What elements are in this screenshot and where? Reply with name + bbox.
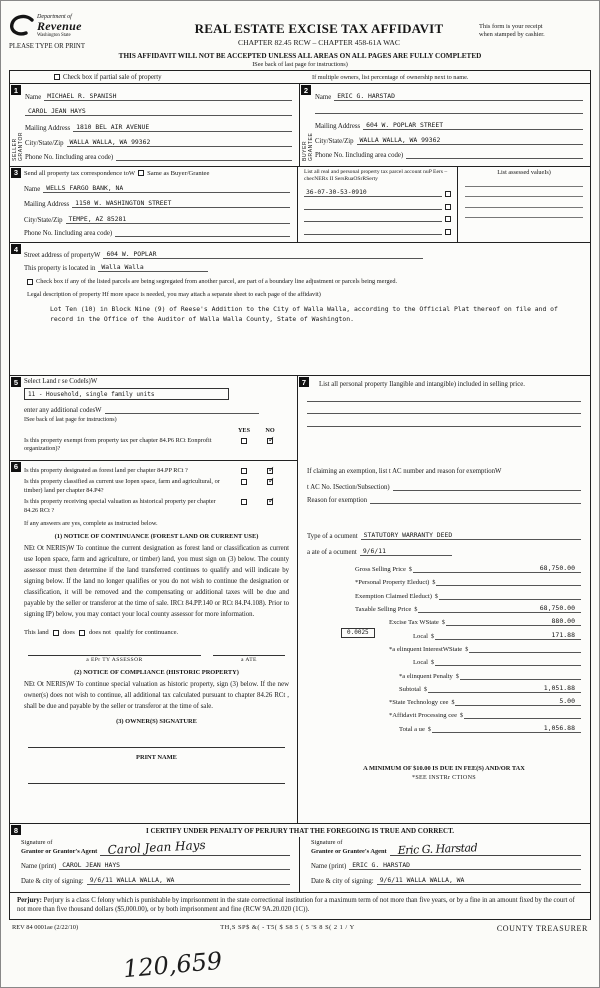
notice-continuance-title: (1) NOTICE OF CONTINUANCE (FOREST LAND OR CURRENT USE) — [54, 533, 259, 541]
check-icon: ✓ — [268, 434, 275, 444]
grantor-vertical-word: GRANTOR — [17, 131, 24, 161]
check-icon: ✓ — [268, 464, 275, 474]
buyer-name-input[interactable]: ERIC G. HARSTAD — [334, 92, 583, 101]
exempt-question-label: Is this property exempt from property tax per chapter 84.P6 RCt Eonprofit organization)? — [24, 436, 212, 453]
section-6 — [10, 461, 297, 823]
amount-value — [575, 671, 581, 679]
amount-value — [575, 710, 581, 718]
correspondence-phone-input[interactable] — [115, 230, 290, 237]
street-address-label: Street address of propertyW — [24, 251, 101, 259]
delinquent-interest-state-row — [307, 640, 581, 653]
owner-signature-line[interactable] — [28, 740, 285, 748]
subtotal-row — [307, 680, 581, 693]
document-type-label: Type of a ocument — [307, 533, 358, 541]
buyer-address-input[interactable]: 604 W. POPLAR STREET — [363, 121, 583, 130]
section-5 — [10, 376, 297, 461]
amount-line[interactable] — [464, 710, 581, 719]
fin-label: *State Technology cee — [389, 699, 449, 707]
dollar-sign: $ — [423, 686, 427, 693]
assessed-values-header: List assessed valueIs) — [497, 168, 551, 176]
receipt-line-2: when stamped by cashier. — [479, 31, 545, 39]
state-technology-fee-row — [307, 693, 581, 706]
street-address-input[interactable]: 604 W. POPLAR — [103, 250, 423, 259]
qualify-label: qualify for continuance. — [115, 629, 179, 637]
seller-csz-input[interactable]: WALLA WALLA, WA 99362 — [67, 138, 292, 147]
grantor-date-city-label: Date & city of signing: — [21, 877, 84, 885]
seller-csz-label: City/State/Zip — [25, 140, 64, 148]
fin-label: *a elinquent InterestWState — [389, 645, 463, 653]
check-icon: ✓ — [268, 496, 275, 506]
dollar-sign: $ — [427, 726, 431, 733]
grantee-date-city-label: Date & city of signing: — [311, 877, 374, 885]
exemption-claim-label: If claiming an exemption, list t AC number and reason for exemptionW — [307, 467, 502, 475]
partial-sale-checkbox[interactable] — [54, 74, 60, 80]
document-date-input[interactable]: 9/6/11 — [360, 547, 452, 556]
receipt-line-1: This form is your receipt — [479, 23, 543, 30]
historic-no-checkbox[interactable] — [267, 496, 275, 506]
print-name-title: PRINT NAME — [136, 754, 177, 762]
section-1-badge: 1 — [11, 85, 21, 95]
dollar-sign: $ — [441, 620, 445, 627]
current-use-no-checkbox[interactable] — [267, 476, 275, 486]
parcel-number-input[interactable]: 36-07-30-53-0910 — [304, 189, 442, 197]
logo-revenue-text: Revenue — [37, 19, 82, 34]
section-5-badge: 5 — [11, 377, 21, 387]
amount-line[interactable] — [432, 724, 581, 733]
amount-value — [575, 657, 581, 665]
tax-computation — [307, 560, 581, 733]
dor-logo — [9, 13, 159, 39]
this-land-label: This land — [24, 629, 49, 637]
correspondence-phone-label: Phone No. Iincluding area code) — [24, 230, 113, 238]
personal-property-deduct-row — [307, 573, 581, 586]
send-correspondence-row — [24, 170, 290, 177]
personal-property-line[interactable] — [307, 413, 581, 414]
correspondence-name-label: Name — [24, 185, 41, 193]
same-as-buyer-checkbox[interactable] — [138, 170, 144, 176]
amount-value — [575, 644, 581, 652]
seller-name-input[interactable]: MICHAEL R. SPANISH — [44, 92, 292, 101]
additional-codes-label: enter any additional codesW — [24, 406, 102, 414]
grantee-signature-label — [311, 839, 390, 856]
rev-form-number: REV 84 0001ae (2/22/10) — [12, 924, 79, 932]
logo-state-text: Washington State — [37, 32, 71, 38]
deputy-assessor-label: a EPr TY ASSESSOR — [86, 657, 143, 664]
does-checkbox[interactable] — [53, 630, 59, 636]
see-instructions-note: *SEE INSTRr CTIONS — [412, 774, 476, 781]
segregated-label: Check box if any of the listed parcels are being segregated from another parcel, are part of a boundary line adjustment or parcels being merged. — [36, 278, 398, 286]
land-use-code-input[interactable]: 11 - Household, single family units — [24, 388, 229, 400]
dollar-sign: $ — [432, 580, 436, 587]
grantor-date-city-input[interactable]: 9/6/11 WALLA WALLA, WA — [87, 876, 290, 885]
section-7 — [298, 376, 590, 823]
correspondence-address-label: Mailing Address — [24, 201, 70, 209]
fin-label: Excise Tax WState — [389, 619, 439, 627]
parcel-numbers-header: List all real and personal property tax parcel account nuP Eers – checNERx II SersRuaOSrRSerty — [304, 168, 448, 183]
fin-label: *Personal Property Eleduct) — [355, 579, 430, 587]
correspondence-csz-input[interactable]: TEMPE, AZ 85281 — [66, 215, 290, 224]
see-back-note-2: ISee back of last page for instructions) — [24, 416, 117, 423]
perjury-text: Perjury is a class C felony which is punishable by imprisonment in the state correctional institution for a maximum term of not more than five years, or by a fine in an amount fixed by the court of not more than five thousand dollars ($5,000.00), or by both imprisonment and fine (RCW 9A.20.020 (1C)). — [17, 896, 575, 914]
delinquent-interest-local-row — [307, 653, 581, 666]
no-column-header: NO — [265, 426, 275, 434]
forest-land-question-row — [24, 464, 289, 476]
notice-compliance-body: NEt Ot NERIS)W To continue special valuation as historic property, sign (3) below. If the new owner(s) does not wish to continue, all additional tax calculated pursuant to chapter 84.26 RCt , shall be due and payable by the seller or transferor at the time of sale. — [24, 681, 289, 711]
current-use-question: Is this property classified as current use Iopen space, farm and agricultural, or timber) land per chapter 84.P4? — [24, 478, 220, 494]
form-body — [9, 70, 591, 920]
personal-property-checkbox[interactable] — [445, 216, 451, 222]
partial-sale-left — [14, 74, 300, 81]
notice-compliance-title: (2) NOTICE OF COMPLIANCE (HISTORIC PROPERTY) — [74, 669, 239, 677]
revenue-swoosh-icon — [9, 13, 35, 39]
date-label: a ATE — [241, 657, 257, 664]
signature-of-label: Signature of — [311, 839, 343, 847]
grantor-signature-label — [21, 839, 100, 856]
grantor-signature-line[interactable] — [100, 837, 290, 857]
wac-number-label: t AC No. ISection/Subsection) — [307, 483, 390, 491]
grantee-vertical-word: GRANTEE — [307, 132, 314, 161]
land-use-code-label: Select Land r se CodeIs)W — [24, 378, 98, 386]
parcel-number-input[interactable] — [304, 215, 442, 222]
buyer-section — [300, 84, 590, 166]
buyer-vertical-word: BUYER — [301, 140, 308, 161]
amount-line[interactable] — [436, 577, 581, 586]
fin-label: Gross Selling Price — [355, 566, 406, 574]
fin-label: Taxable Selling Price — [355, 606, 412, 614]
assessed-value-input[interactable] — [465, 217, 583, 218]
tax-correspondence-block — [10, 167, 298, 242]
amount-line[interactable] — [428, 684, 581, 693]
partial-sale-label: Check box if partial sale of property — [63, 73, 162, 81]
date-line[interactable] — [213, 648, 285, 656]
amount-value — [575, 591, 581, 599]
amount-value: 68,750.00 — [539, 604, 575, 613]
grantee-print-name-input[interactable]: ERIC G. HARSTAD — [349, 861, 581, 870]
partial-sale-row — [10, 71, 590, 84]
seller-phone-input[interactable] — [116, 154, 292, 161]
additional-codes-input[interactable] — [105, 407, 259, 414]
logo-dept-text: Department of — [37, 14, 72, 21]
receipt-note — [479, 13, 591, 40]
section-8-badge: 8 — [11, 825, 21, 835]
legal-description-text[interactable]: Lot Ten (10) in Block Nine (9) of Reese's Addition to the City of Walla Walla, according to the Official Plat thereof on file and of record in the Office of the Auditor of Walla Walla County, State of Washington. — [50, 305, 558, 324]
personal-property-label: List all personal property Ilangible and intangible) included in selling price. — [319, 381, 525, 389]
section-2-badge: 2 — [301, 85, 311, 95]
assessed-value-input[interactable] — [465, 207, 583, 208]
amount-line[interactable] — [446, 617, 581, 626]
please-type-label: PLEASE TYPE OR PRINT — [9, 43, 85, 50]
fin-label: Local — [413, 659, 429, 667]
located-in-label: This property is located in — [24, 265, 96, 273]
amount-value: 171.88 — [551, 630, 575, 639]
grantee-signature-block — [300, 837, 590, 891]
dollar-sign: $ — [431, 633, 435, 640]
buyer-csz-label: City/State/Zip — [315, 138, 354, 146]
dollar-sign: $ — [451, 700, 455, 707]
dollar-sign: $ — [434, 593, 438, 600]
current-use-question-row — [24, 478, 289, 495]
parcel-number-input[interactable] — [304, 228, 442, 235]
historic-question: Is this property receiving special valuation as historical property per chapter 84.26 RCt ? — [24, 498, 216, 514]
seller-name2-input[interactable]: CAROL JEAN HAYS — [25, 107, 292, 116]
buyer-csz-input[interactable]: WALLA WALLA, WA 99362 — [357, 136, 583, 145]
exemption-reason-label: Reason for exemption — [307, 497, 368, 505]
section-3-badge: 3 — [11, 168, 21, 178]
seller-section — [10, 84, 300, 166]
grantor-print-name-label: Name (print) — [21, 863, 57, 871]
delinquent-penalty-row — [307, 666, 581, 679]
multiple-owners-note: If multiple owners, list percentage of ownership next to name. — [312, 73, 469, 81]
notice-continuance-body: NEt Ot NERIS)W To continue the current designation as forest land or classification as current use Iopen space, farm and agriculture, or timber) land, you must sign on (3) below. The county assessor must then determine if the land transferred continues to qualify and will indicate by signing below. If the land no longer qualifies or you do not wish to continue the designation or classification, it will be removed and the compensating or additional taxes will be due and payable by the seller or transferor at the time of sale. IRCt 84.PP.140 or RCt 84.P4.108). Prior to signing IP) below, you may contact your local county assessor for more information. — [24, 545, 289, 619]
does-not-checkbox[interactable] — [79, 630, 85, 636]
local-rate-box: 0.0025 — [341, 628, 375, 638]
fin-label: Local — [413, 632, 429, 640]
signature-of-label: Signature of — [21, 839, 53, 847]
seller-phone-label: Phone No. Iincluding area code) — [25, 153, 114, 161]
warning-line: THIS AFFIDAVIT WILL NOT BE ACCEPTED UNLESS ALL AREAS ON ALL PAGES ARE FULLY COMPLETED — [118, 52, 482, 60]
assessed-value-input[interactable] — [465, 196, 583, 197]
taxable-selling-price-row — [307, 600, 581, 613]
excise-tax-local-row — [307, 626, 581, 639]
legal-description-blank-space — [24, 325, 582, 375]
section-4-badge: 4 — [11, 244, 21, 254]
amount-value: 880.00 — [551, 617, 575, 626]
assessed-value-input[interactable] — [465, 186, 583, 187]
amount-value: 68,750.00 — [539, 564, 575, 573]
grantee-print-name-label: Name (print) — [311, 863, 347, 871]
assessed-values-block — [458, 167, 590, 242]
section-4 — [10, 243, 590, 376]
does-label: does — [62, 629, 75, 637]
treasurer-use-text: TH,S SP$ &( - T5( $ S8 5 ( 5 'S 8 S( 2 1 / Y — [220, 924, 355, 932]
grantee-date-city-input[interactable]: 9/6/11 WALLA WALLA, WA — [377, 876, 581, 885]
grantor-signature-block — [10, 837, 300, 891]
document-date-label: a ate of a ocument — [307, 548, 357, 556]
footer-row — [9, 924, 591, 933]
dollar-sign: $ — [460, 713, 463, 720]
exempt-no-checkbox[interactable] — [267, 434, 275, 444]
correspondence-address-input[interactable]: 1150 W. WASHINGTON STREET — [72, 199, 290, 208]
deputy-assessor-signature-line[interactable] — [28, 648, 201, 656]
minimum-due-note: A MINIMUM OF $10.00 IS DUE IN FEE(S) AND/OR TAX — [363, 764, 525, 772]
deputy-assessor-row — [24, 648, 289, 663]
historic-question-row — [24, 498, 289, 515]
perjury-bold: Perjury: — [17, 896, 42, 904]
handwritten-stamp-number: 120,659 — [121, 946, 224, 984]
grantee-signature-line[interactable] — [390, 841, 581, 856]
current-use-yes-checkbox[interactable] — [241, 479, 247, 485]
seller-address-label: Mailing Address — [25, 124, 71, 132]
forest-land-question: Is this property designated as forest land per chapter 84.PP RCt ? — [24, 466, 188, 474]
dollar-sign: $ — [455, 673, 459, 680]
buyer-name-label: Name — [315, 93, 332, 101]
buyer-name2-input[interactable] — [315, 107, 583, 114]
located-in-input[interactable]: Walla Walla — [98, 263, 208, 272]
segregated-checkbox[interactable] — [27, 279, 33, 285]
forest-yes-checkbox[interactable] — [241, 468, 247, 474]
amount-value: 1,051.88 — [543, 683, 575, 692]
yes-column-header: YES — [237, 426, 251, 434]
exemption-reason-input[interactable] — [370, 497, 581, 504]
certify-statement: I CERTIFY UNDER PENALTY OF PERJURY THAT THE FOREGOING IS TRUE AND CORRECT. — [145, 827, 454, 836]
dollar-sign: $ — [414, 607, 418, 614]
dollar-sign: $ — [465, 646, 469, 653]
total-due-row — [307, 719, 581, 732]
check-icon: ✓ — [268, 476, 275, 486]
amount-line[interactable] — [469, 644, 581, 653]
fin-label: Exemption Claimed Eleduct) — [355, 592, 432, 600]
buyer-fields — [315, 85, 583, 161]
correspondence-csz-label: City/State/Zip — [24, 216, 63, 224]
personal-property-line[interactable] — [307, 401, 581, 402]
exempt-yes-checkbox[interactable] — [241, 438, 247, 444]
parties-row — [10, 84, 590, 167]
qualify-row — [24, 629, 289, 636]
gross-selling-price-row — [307, 560, 581, 573]
amount-value: 1,056.88 — [543, 723, 575, 732]
parcel-numbers-block — [298, 167, 458, 242]
affidavit-processing-fee-row — [307, 706, 581, 719]
amount-line[interactable] — [435, 657, 581, 666]
amount-line[interactable] — [455, 697, 581, 706]
form-title: REAL ESTATE EXCISE TAX AFFIDAVIT — [194, 21, 444, 36]
document-type-input[interactable]: STATUTORY WARRANTY DEED — [361, 531, 581, 540]
left-column — [10, 376, 298, 823]
header — [9, 13, 591, 50]
fin-label: *a elinquent Penalty — [399, 672, 453, 680]
section-6-badge: 6 — [11, 462, 21, 472]
send-correspondence-label: Send all property tax correspondence toW — [24, 169, 136, 177]
historic-yes-checkbox[interactable] — [241, 499, 247, 505]
seller-grantor-side-label — [12, 85, 25, 161]
header-left — [9, 13, 159, 50]
amount-line[interactable] — [439, 591, 581, 600]
print-name-line[interactable] — [28, 776, 285, 784]
grantor-handwritten-signature: Carol Jean Hays — [107, 837, 207, 857]
same-as-buyer-label: Same as Buyer/Grantee — [147, 169, 210, 177]
personal-property-line[interactable] — [307, 426, 581, 427]
forest-no-checkbox[interactable] — [267, 464, 275, 474]
grantor-agent-label: Grantor or Grantor's Agent — [21, 847, 98, 855]
amount-line[interactable] — [460, 671, 581, 680]
fin-label: Total a ue — [399, 725, 425, 733]
personal-property-checkbox[interactable] — [445, 229, 451, 235]
exemption-claimed-row — [307, 586, 581, 599]
main-columns — [10, 376, 590, 824]
grantor-print-name-input[interactable]: CAROL JEAN HAYS — [59, 861, 290, 870]
fin-label: *Affidavit Processing cee — [389, 712, 457, 720]
owners-signature-title: (3) OWNER(S) SIGNATURE — [116, 718, 197, 726]
amount-value — [575, 577, 581, 585]
dollar-sign: $ — [431, 660, 435, 667]
amount-line[interactable] — [413, 564, 581, 573]
buyer-phone-label: Phone No. Iincluding area code) — [315, 151, 404, 159]
see-back-note: ISee back of last page for instructions) — [252, 61, 348, 68]
yes-no-header-row — [24, 426, 289, 434]
amount-line[interactable] — [435, 631, 581, 640]
logo-text — [37, 14, 82, 38]
buyer-address-label: Mailing Address — [315, 122, 361, 130]
seller-name-label: Name — [25, 93, 42, 101]
buyer-grantee-side-label — [302, 85, 315, 161]
section-7-badge: 7 — [299, 377, 309, 387]
correspondence-name-input[interactable]: WELLS FARGO BANK, NA — [43, 184, 290, 193]
grantee-agent-label: Grantee or Grantee's Agent — [311, 847, 387, 855]
amount-value: 5.00 — [559, 697, 575, 706]
does-not-label: does not — [88, 629, 111, 637]
dollar-sign: $ — [408, 567, 412, 574]
legal-description-label: Legal description of property Hf more space is needed, you may attach a separate sheet to each page of the affidavit) — [27, 291, 321, 299]
exempt-question-row — [24, 434, 289, 454]
county-treasurer-label: COUNTY TREASURER — [496, 924, 588, 934]
buyer-phone-input[interactable] — [406, 152, 583, 159]
parcel-number-input[interactable] — [304, 203, 442, 210]
section-8 — [10, 824, 590, 892]
seller-address-input[interactable]: 1810 BEL AIR AVENUE — [73, 123, 292, 132]
header-center — [159, 13, 479, 47]
if-yes-note: If any answers are yes, complete as instructed below. — [24, 520, 158, 528]
form-chapter: CHAPTER 82.45 RCW – CHAPTER 458-61A WAC — [238, 38, 400, 47]
wac-number-input[interactable] — [393, 484, 581, 491]
seller-vertical-word: SELLER — [11, 138, 18, 161]
personal-property-checkbox[interactable] — [445, 204, 451, 210]
section-3 — [10, 167, 590, 243]
fin-label: Subtotal — [399, 685, 421, 693]
amount-line[interactable] — [418, 604, 581, 613]
perjury-statement — [10, 893, 590, 920]
excise-tax-state-row — [307, 613, 581, 626]
grantee-handwritten-signature: Eric G. Harstad — [397, 841, 478, 857]
seller-fields — [25, 85, 292, 161]
personal-property-checkbox[interactable] — [445, 191, 451, 197]
